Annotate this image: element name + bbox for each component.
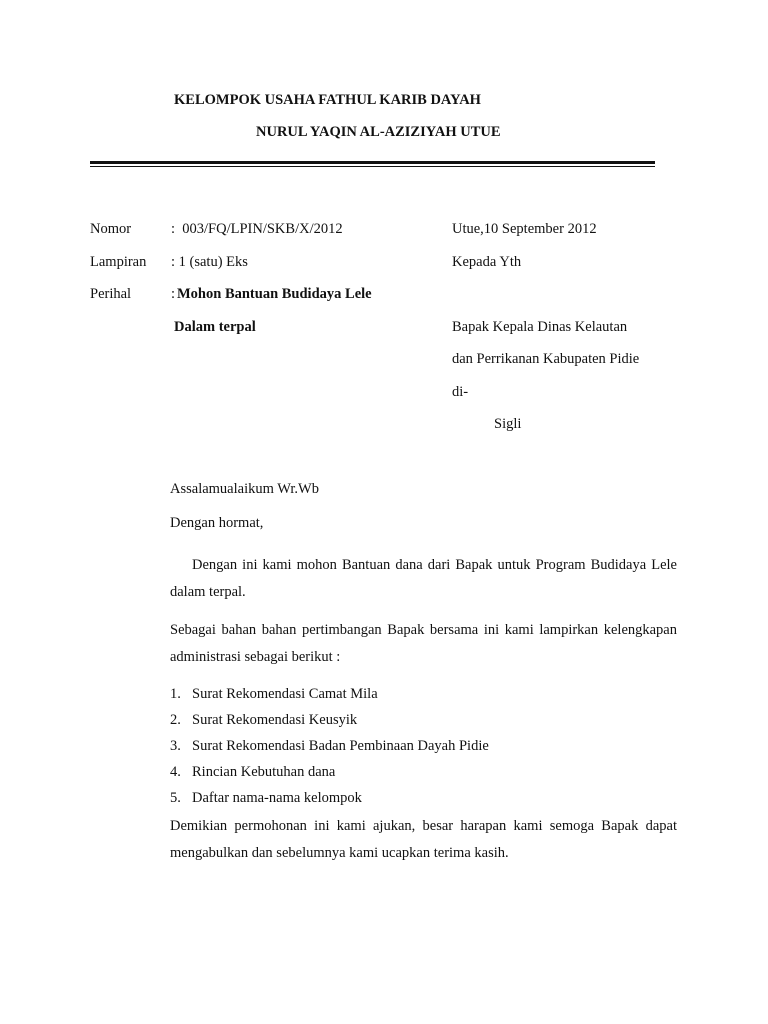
recipient-kepada: Kepada Yth [452, 254, 522, 270]
nomor-label: Nomor [90, 221, 132, 237]
closing-paragraph: Demikian permohonan ini kami ajukan, besar harapan kami semoga Bapak dapat mengabulkan dan sebelumnya kami ucapkan terima kasih. [170, 818, 677, 861]
recipient-place: Sigli [494, 416, 522, 432]
list-item-text: Rincian Kebutuhan dana [192, 764, 336, 780]
letter-date: Utue,10 September 2012 [452, 221, 597, 237]
list-item-number: 1. [170, 686, 181, 702]
lampiran-label: Lampiran [90, 254, 147, 270]
recipient-line-1: Bapak Kepala Dinas Kelautan [452, 319, 628, 335]
nomor-value: : 003/FQ/LPIN/SKB/X/2012 [171, 221, 343, 237]
perihal-colon: : [171, 286, 176, 302]
perihal-line-1: Mohon Bantuan Budidaya Lele [177, 286, 372, 302]
greeting: Assalamualaikum Wr.Wb [170, 481, 319, 497]
list-item-number: 3. [170, 738, 181, 754]
list-item-number: 2. [170, 712, 181, 728]
salutation: Dengan hormat, [170, 515, 264, 531]
letterhead-rule-thin [90, 166, 655, 167]
list-item-text: Surat Rekomendasi Camat Mila [192, 686, 378, 702]
list-item-text: Daftar nama-nama kelompok [192, 790, 362, 806]
paragraph-1: Dengan ini kami mohon Bantuan dana dari Bapak untuk Program Budidaya Lele dalam terpal. [170, 557, 677, 600]
letterhead-line-1: KELOMPOK USAHA FATHUL KARIB DAYAH [174, 92, 481, 108]
letterhead-rule-thick [90, 161, 655, 164]
recipient-di: di- [452, 384, 469, 400]
perihal-line-2: Dalam terpal [174, 319, 256, 335]
list-item-number: 5. [170, 790, 181, 806]
paragraph-2: Sebagai bahan bahan pertimbangan Bapak bersama ini kami lampirkan kelengkapan administrasi sebagai berikut : [170, 622, 677, 665]
lampiran-value: : 1 (satu) Eks [171, 254, 248, 270]
recipient-line-2: dan Perrikanan Kabupaten Pidie [452, 351, 640, 367]
list-item-text: Surat Rekomendasi Keusyik [192, 712, 358, 728]
perihal-label: Perihal [90, 286, 132, 302]
letterhead-line-2: NURUL YAQIN AL-AZIZIYAH UTUE [256, 124, 501, 140]
list-item-text: Surat Rekomendasi Badan Pembinaan Dayah Pidie [192, 738, 489, 754]
list-item-number: 4. [170, 764, 181, 780]
